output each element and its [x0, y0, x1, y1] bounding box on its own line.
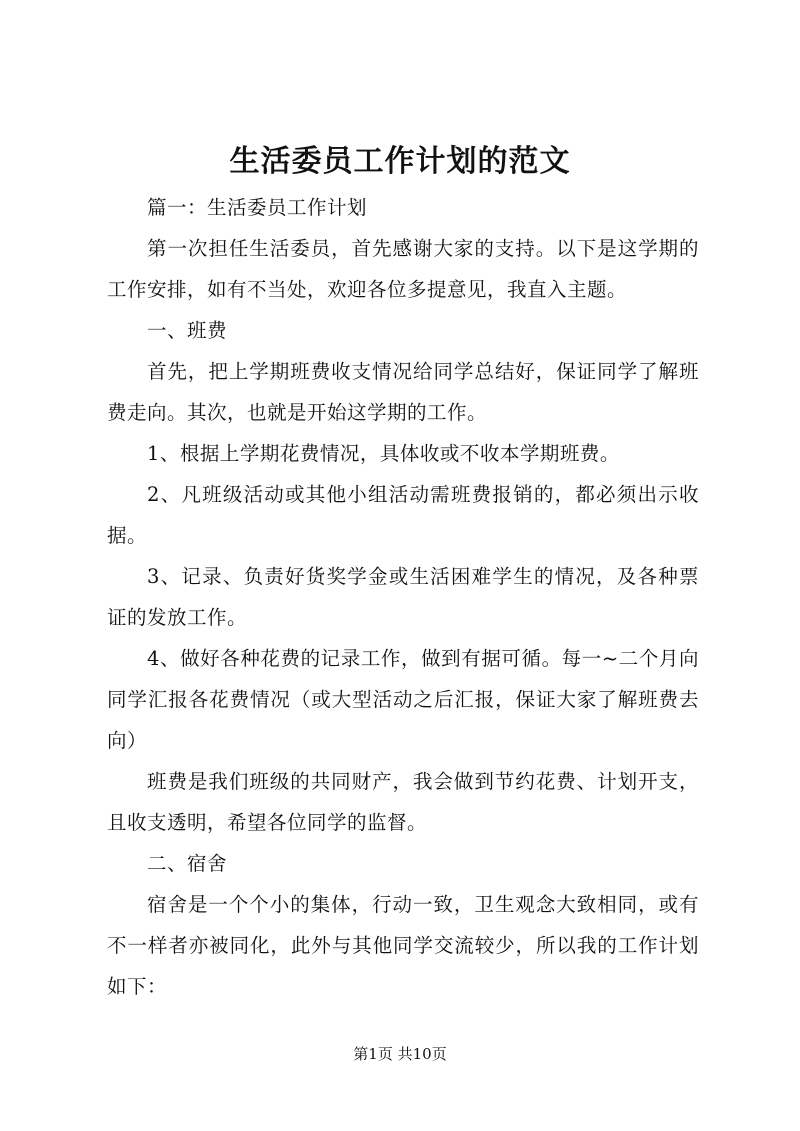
- list-item-2: 2、凡班级活动或其他小组活动需班费报销的，都必须出示收据。: [107, 483, 699, 547]
- list-item-4: 4、做好各种花费的记录工作，做到有据可循。每一~二个月向同学汇报各花费情况（或大型活动之后汇报，保证大家了解班费去向）: [107, 647, 699, 752]
- list-item-3: 3、记录、负责好货奖学金或生活困难学生的情况，及各种票证的发放工作。: [107, 565, 699, 629]
- page-number-footer: 第1页 共10页: [353, 1045, 447, 1063]
- class-fee-summary-paragraph: 班费是我们班级的共同财产，我会做到节约花费、计划开支，且收支透明，希望各位同学的监督。: [107, 770, 699, 834]
- list-item-1: 1、根据上学期花费情况，具体收或不收本学期班费。: [147, 442, 620, 465]
- dormitory-paragraph: 宿舍是一个个小的集体，行动一致，卫生观念大致相同，或有不一样者亦被同化，此外与其他同学交流较少，所以我的工作计划如下：: [107, 893, 699, 998]
- section-heading-dormitory: 二、宿舍: [147, 852, 228, 875]
- document-title: 生活委员工作计划的范文: [229, 144, 571, 179]
- section-heading-part-one: 篇一：生活委员工作计划: [147, 196, 368, 219]
- intro-paragraph: 第一次担任生活委员，首先感谢大家的支持。以下是这学期的工作安排，如有不当处，欢迎各位多提意见，我直入主题。: [107, 237, 699, 301]
- document-body: [107, 187, 699, 1007]
- class-fee-paragraph: 首先，把上学期班费收支情况给同学总结好，保证同学了解班费走向。其次，也就是开始这学期的工作。: [107, 360, 699, 424]
- section-heading-class-fee: 一、班费: [147, 319, 228, 342]
